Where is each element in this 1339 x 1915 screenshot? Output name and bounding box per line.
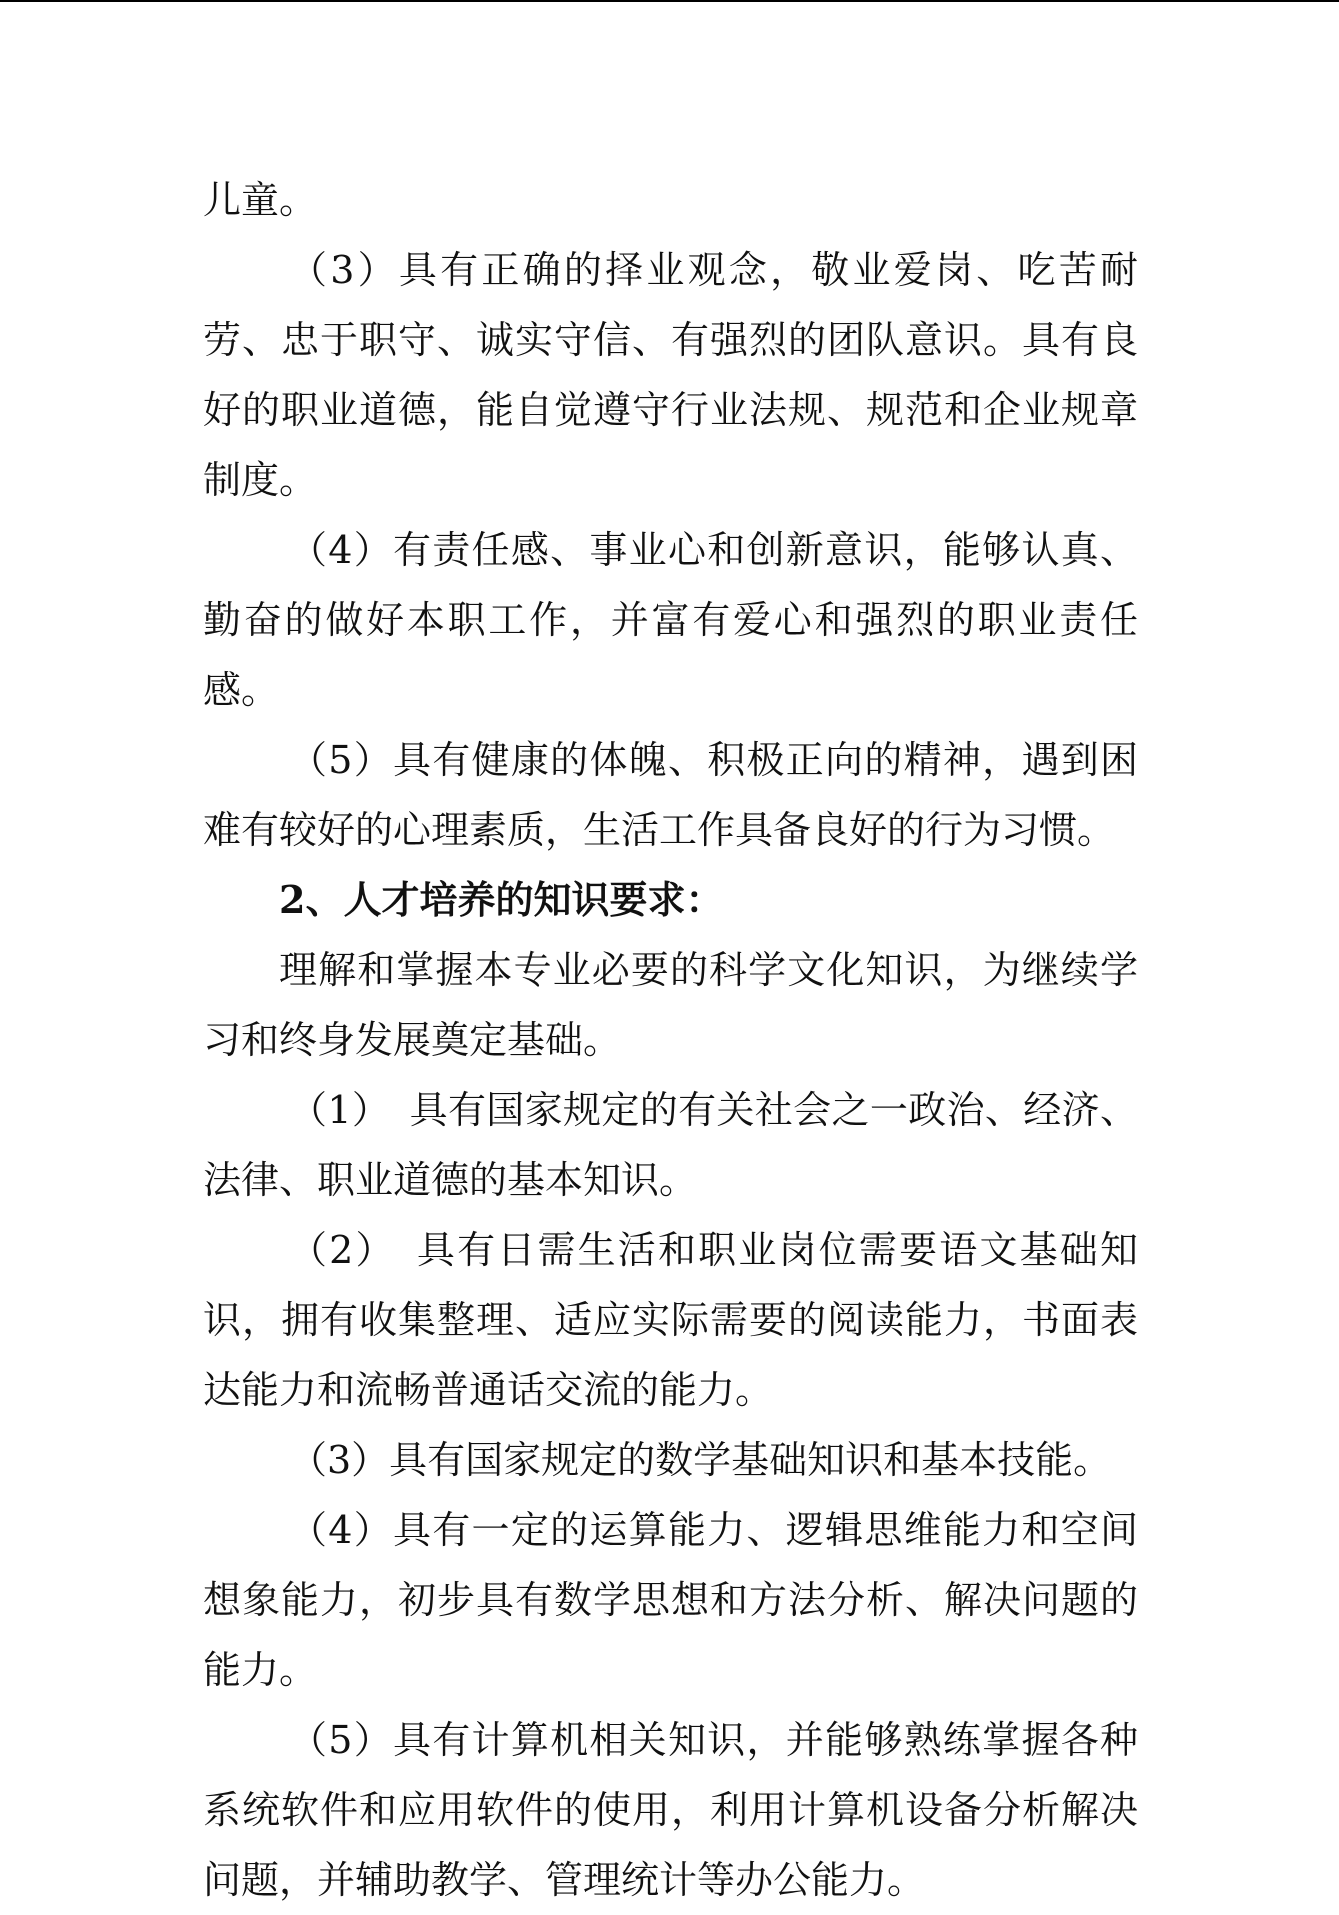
top-border-line xyxy=(0,0,1339,2)
section-heading: 2、人才培养的知识要求： xyxy=(279,877,724,922)
paragraph-item-5: （5）具有健康的体魄、积极正向的精神，遇到困难有较好的心理素质，生活工作具备良好的行为习惯。 xyxy=(203,738,1138,852)
paragraph-knowledge-2: （2） 具有日需生活和职业岗位需要语文基础知识，拥有收集整理、适应实际需要的阅读能力，书面表达能力和流畅普通话交流的能力。 xyxy=(203,1228,1138,1412)
paragraph-item-4: （4）有责任感、事业心和创新意识，能够认真、勤奋的做好本职工作，并富有爱心和强烈的职业责任感。 xyxy=(203,528,1138,712)
paragraph-continuation: 儿童。 xyxy=(203,178,318,222)
paragraph-knowledge-4: （4）具有一定的运算能力、逻辑思维能力和空间想象能力，初步具有数学思想和方法分析、解决问题的能力。 xyxy=(203,1508,1138,1692)
paragraph-knowledge-3: （3）具有国家规定的数学基础知识和基本技能。 xyxy=(289,1438,1112,1482)
paragraph-knowledge-5: （5）具有计算机相关知识，并能够熟练掌握各种系统软件和应用软件的使用，利用计算机设备分析解决问题，并辅助教学、管理统计等办公能力。 xyxy=(203,1718,1138,1902)
paragraph-item-3: （3）具有正确的择业观念，敬业爱岗、吃苦耐劳、忠于职守、诚实守信、有强烈的团队意识。具有良好的职业道德，能自觉遵守行业法规、规范和企业规章制度。 xyxy=(203,248,1138,502)
paragraph-knowledge-1: （1） 具有国家规定的有关社会之一政治、经济、法律、职业道德的基本知识。 xyxy=(203,1088,1138,1202)
paragraph-intro: 理解和掌握本专业必要的科学文化知识，为继续学习和终身发展奠定基础。 xyxy=(203,948,1138,1062)
document-page xyxy=(203,165,1138,1915)
